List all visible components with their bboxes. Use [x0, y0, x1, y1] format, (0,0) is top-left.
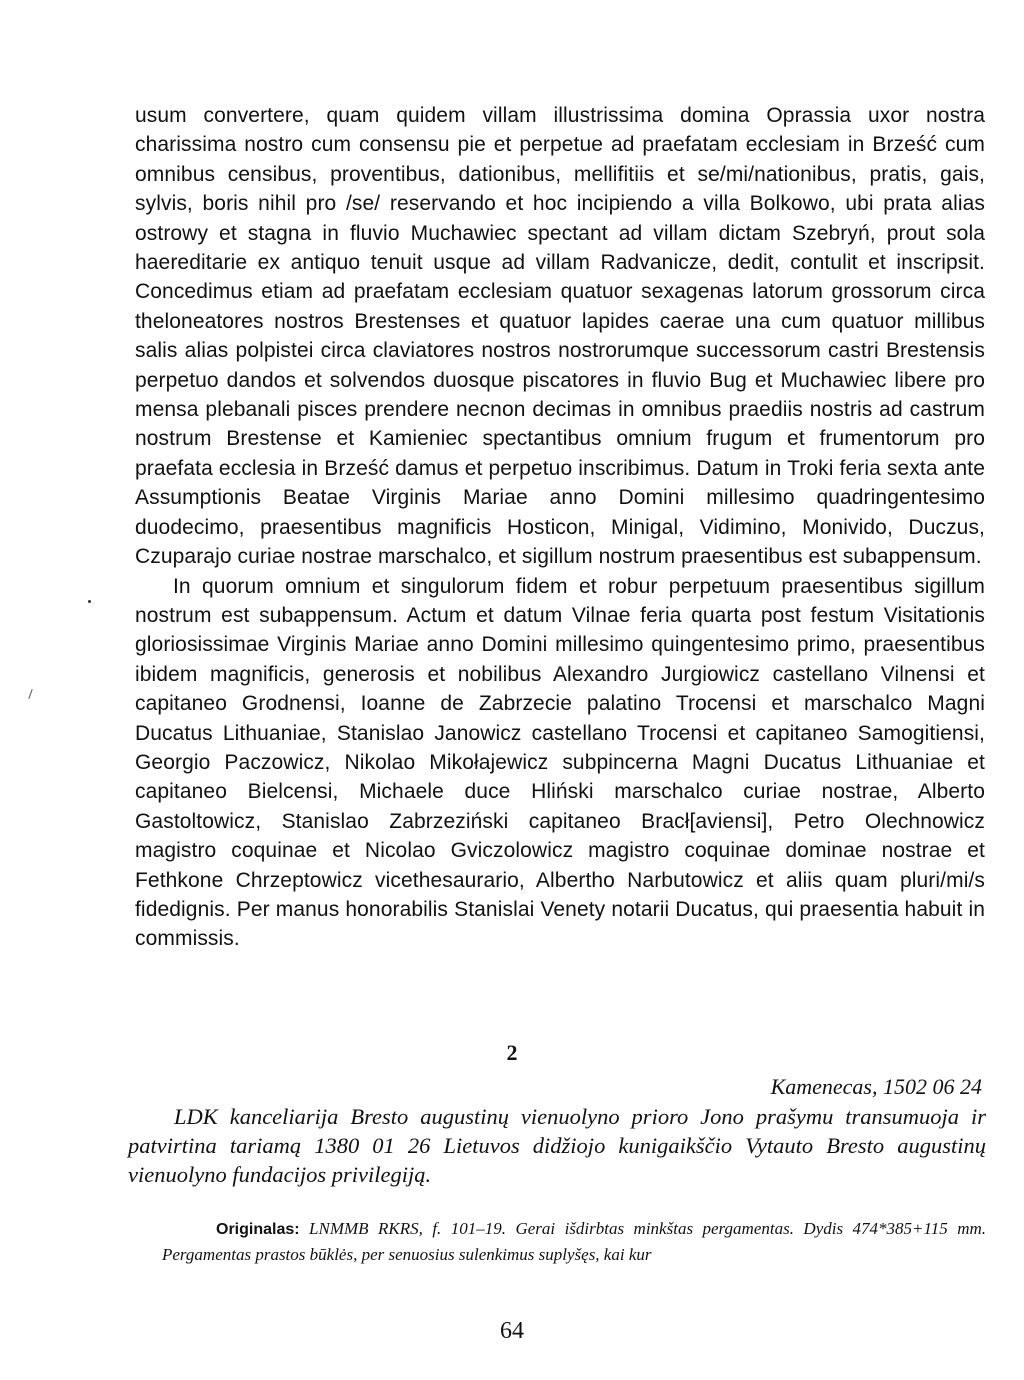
document-number: 2	[506, 1040, 518, 1065]
source-label: Originalas:	[216, 1221, 300, 1238]
page-number: 64	[500, 1318, 524, 1344]
source-text: LNMMB RKRS, f. 101–19. Gerai išdirbtas minkštas pergamentas. Dydis 474*385+115 mm. Pergamentas prastos būklės, per senuosius sulenkimus suplyšęs, kai kur	[162, 1219, 987, 1264]
main-text	[135, 101, 985, 954]
source-description	[162, 1216, 986, 1267]
paragraph-2: In quorum omnium et singulorum fidem et robur perpetuum praesentibus sigillum nostrum est subappensum. Actum et datum Vilnae feria quarta post festum Visitationis gloriosissimae Virginis Mariae anno Domini millesimo quingentesimo primo, praesentibus ibidem magnificis, generosis et nobilibus Alexandro Jurgiowicz castellano Vilnensi et capitaneo Grodnensi, Ioanne de Zabrzecie palatino Trocensi et marschalco Magni Ducatus Lithuaniae, Stanislao Janowicz castellano Trocensi et capitaneo Samogitiensi, Georgio Paczowicz, Nikolao Mikołajewicz subpincerna Magni Ducatus Lithuaniae et capitaneo Bielcensi, Michaele duce Hliński marschalco curiae nostrae, Alberto Gastoltowicz, Stanislao Zabrzeziński capitaneo Bracł[aviensi], Petro Olechnowicz magistro coquinae et Nicolao Gviczolowicz magistro coquinae dominae nostrae et Fethkone Chrzeptowicz vicethesaurario, Albertho Narbutowicz et aliis quam pluri/mi/s fidedignis. Per manus honorabilis Stanislai Venety notarii Ducatus, qui praesentia habuit in commissis.	[135, 574, 985, 951]
margin-mark	[88, 600, 91, 603]
document-place-date: Kamenecas, 1502 06 24	[770, 1074, 982, 1099]
paragraph-1: usum convertere, quam quidem villam illustrissima domina Oprassia uxor nostra charissima nostro cum consensu pie et perpetue ad praefatam ecclesiam in Brześć cum omnibus censibus, proventibus, dationibus, mellifitiis et se/mi/nationibus, pratis, gais, sylvis, boris nihil pro /se/ reservando et hoc incipiendo a villa Bolkowo, ubi prata alias ostrowy et stagna in fluvio Muchawiec spectant ad villam dictam Szebryń, prout sola haereditarie ex antiquo tenuit usque ad villam Radvanicze, dedit, contulit et inscripsit. Concedimus etiam ad praefatam ecclesiam quatuor sexagenas latorum grossorum circa theloneatores nostros Brestenses et quatuor lapides caerae una cum quatuor millibus salis alias polpistei circa claviatores nostros nostrorumque successorum castri Brestensis perpetuo dandos et solvendos duosque piscatores in fluvio Bug et Muchawiec libere pro mensa plebanali pisces prendere necnon decimas in omnibus praediis nostris ad castrum nostrum Brestense et Kamieniec spectantibus omnium frugum et frumentorum pro praefata ecclesia in Brześć damus et perpetuo inscribimus. Datum in Troki feria sexta ante Assumptionis Beatae Virginis Mariae anno Domini millesimo quadringentesimo duodecimo, praesentibus magnificis Hosticon, Minigal, Vidimino, Monivido, Duczus, Czuparajo curiae nostrae marschalco, et sigillum nostrum praesentibus est subappensum.	[135, 104, 985, 569]
margin-mark	[28, 689, 32, 699]
document-regest: LDK kanceliarija Bresto augustinų vienuolyno prioro Jono prašymu transumuoja ir patvirtina tariamą 1380 01 26 Lietuvos didžiojo kunigaikščio Vytauto Bresto augustinų vienuolyno fundacijos privilegiją.	[128, 1104, 986, 1187]
